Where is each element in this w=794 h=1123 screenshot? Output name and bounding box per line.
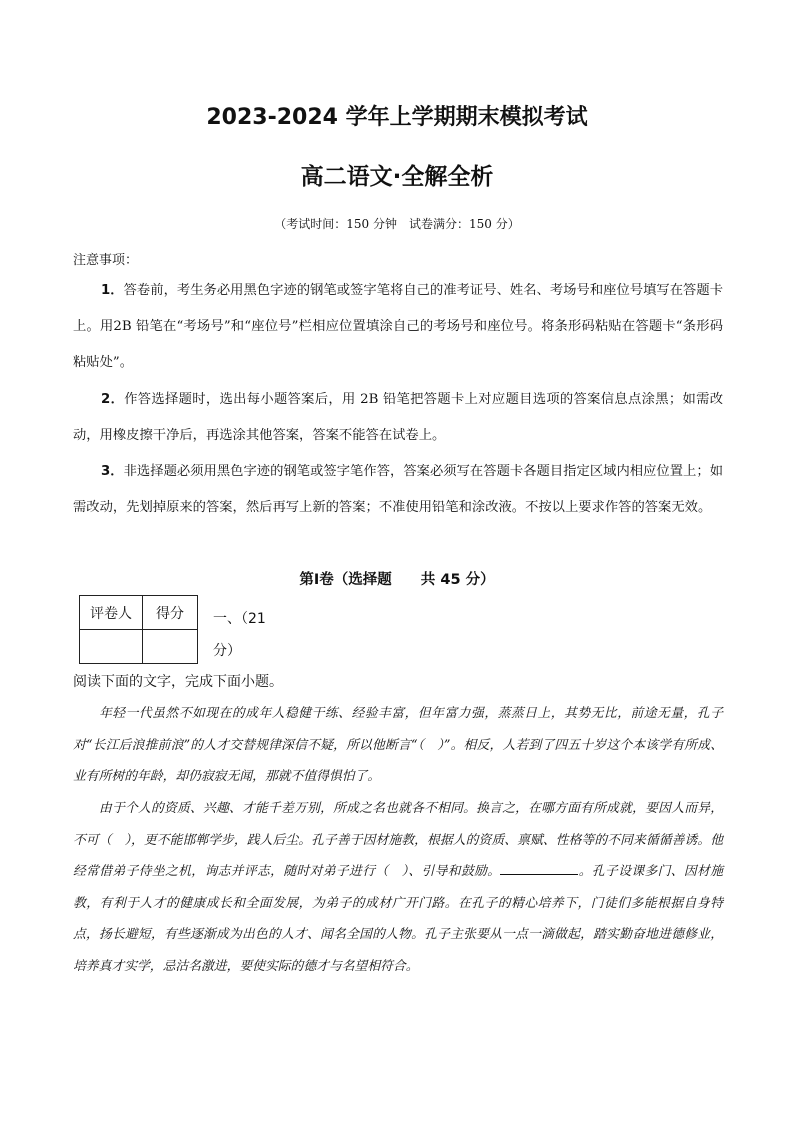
note-text: 非选择题必须用黑色字迹的钢笔或签字笔作答，答案必须写在答题卡各题目指定区域内相应位置上；如需改动，先划掉原来的答案，然后再写上新的答案；不准使用铅笔和涂改液。不按以上要求作答的答案无效。 (73, 464, 723, 515)
note-item-3 (73, 454, 723, 526)
note-number: 3． (101, 464, 124, 479)
question-heading-line2: 分） (213, 643, 241, 659)
score-table-cell-score[interactable] (143, 630, 198, 664)
exam-subtitle: 高二语文·全解全析 (300, 164, 494, 190)
note-item-2 (73, 382, 723, 454)
note-number: 2． (101, 392, 125, 407)
passage-paragraph-2 (73, 793, 723, 982)
answer-blank[interactable] (500, 862, 578, 875)
note-text: 答卷前，考生务必用黑色字迹的钢笔或签字笔将自己的准考证号、姓名、考场号和座位号填写在答题卡上。用2B 铅笔在“考场号”和“座位号”栏相应位置填涂自己的考场号和座位号。将条形码粘贴在答题卡“条形码粘贴处”。 (73, 283, 723, 370)
reading-prompt: 阅读下面的文字，完成下面小题。 (73, 674, 283, 690)
section-title: 第Ⅰ卷（选择题 共 45 分） (299, 572, 495, 588)
notes-heading: 注意事项： (73, 253, 139, 268)
question-heading (213, 603, 273, 667)
passage-text: 由于个人的资质、兴趣、才能千差万别，所成之名也就各不相同。换言之，在哪方面有所成就，要因人而异，不可（ ），更不能邯郸学步，践人后尘。孔子善于因材施教，根据人的资质、禀赋、性格等的不同来循循善诱。他经常借弟子侍坐之机，询志并评志，随时对弟子进行（ ）、引导和鼓励。 (73, 801, 723, 879)
note-number: 1． (101, 283, 124, 298)
exam-title: 2023-2024 学年上学期期末模拟考试 (206, 105, 588, 130)
score-table-header-grader: 评卷人 (80, 596, 143, 630)
score-table (79, 595, 198, 664)
note-item-1 (73, 273, 723, 381)
note-text: 作答选择题时，选出每小题答案后，用 2B 铅笔把答题卡上对应题目选项的答案信息点涂黑；如需改动，用橡皮擦干净后，再选涂其他答案，答案不能答在试卷上。 (73, 392, 723, 443)
score-table-header-score: 得分 (143, 596, 198, 630)
passage-text: 。孔子设课多门、因材施教，有利于人才的健康成长和全面发展，为弟子的成材广开门路。在孔子的精心培养下，门徒们多能根据自身特点，扬长避短，有些逐渐成为出色的人才、闻名全国的人物。孔子主张要从一点一滴做起，踏实勤奋地进德修业，培养真才实学，忌沽名激进，要使实际的德才与名望相符合。 (73, 864, 724, 974)
passage-paragraph-1: 年轻一代虽然不如现在的成年人稳健干练、经验丰富，但年富力强，蒸蒸日上，其势无比，前途无量，孔子对“长江后浪推前浪”的人才交替规律深信不疑，所以他断言“（ ）”。相反，人若到了四五十岁这个本该学有所成、业有所树的年龄，却仍寂寂无闻，那就不值得惧怕了。 (73, 706, 723, 784)
question-heading-line1: 一、（21 (213, 611, 266, 627)
score-table-cell-grader[interactable] (80, 630, 143, 664)
exam-info: （考试时间：150 分钟 试卷满分：150 分） (274, 217, 520, 231)
